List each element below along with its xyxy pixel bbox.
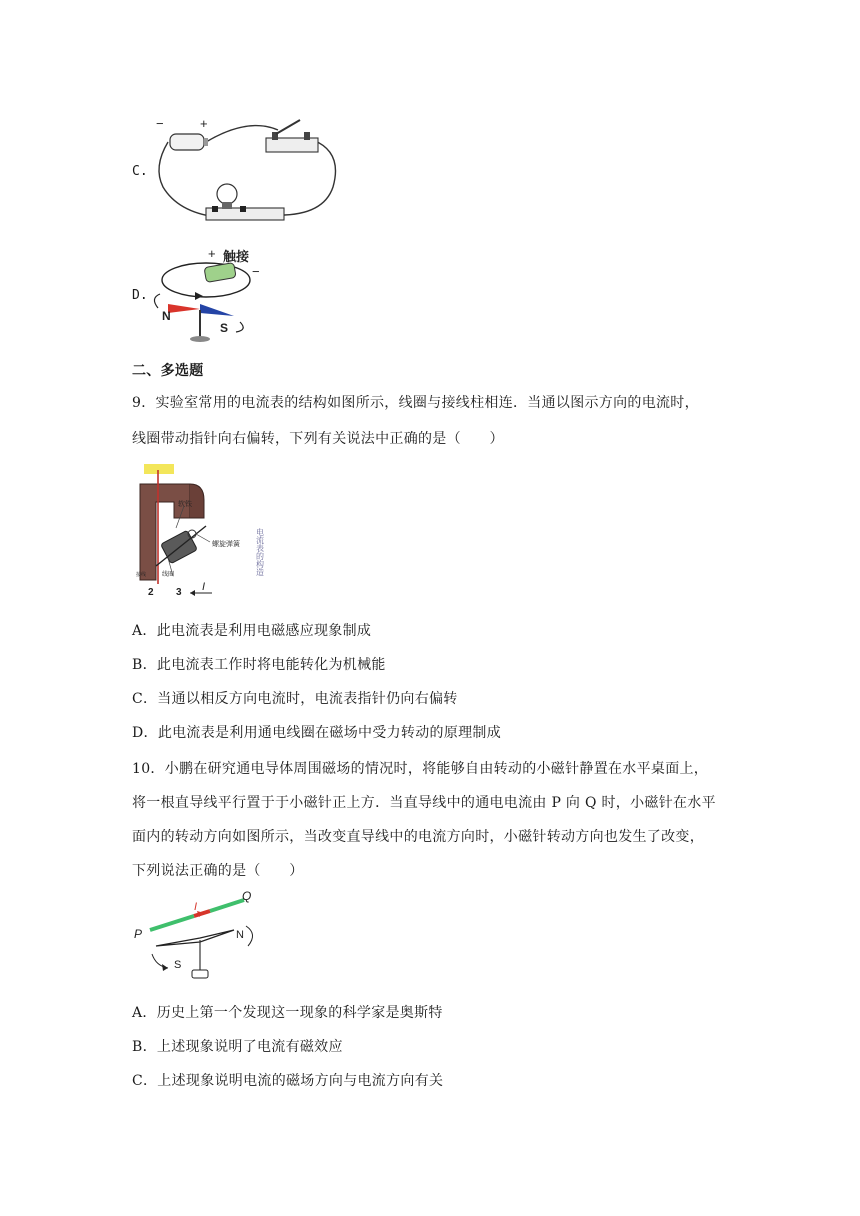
south-label-d: S <box>220 321 229 335</box>
touch-label: 触接 <box>223 249 250 264</box>
q10-text-line2: 将一根直导线平行置于于小磁针正上方．当直导线中的通电电流由 P 向 Q 时，小磁针在水平 <box>132 795 716 811</box>
section-heading: 二、多选题 <box>132 363 204 379</box>
wire-current-label: I <box>194 901 198 913</box>
q9-option-a: A．此电流表是利用电磁感应现象制成 <box>132 623 372 639</box>
label-coil: 线圈 <box>162 572 175 578</box>
battery-plus-d: + <box>208 246 216 261</box>
ammeter-caption: 电流表的构造 <box>255 528 265 576</box>
option-c-label: C. <box>132 164 148 179</box>
wire-end-p: P <box>134 927 143 941</box>
oersted-figure-d <box>148 242 273 347</box>
q10-text-line3: 面内的转动方向如图所示，当改变直导线中的电流方向时，小磁针转动方向也发生了改变， <box>132 829 704 845</box>
q10-text-line4: 下列说法正确的是（ ） <box>132 863 304 879</box>
needle-south: S <box>174 959 182 971</box>
q9-text-line1: 9．实验室常用的电流表的结构如图所示，线圈与接线柱相连．当通以图示方向的电流时， <box>132 395 699 411</box>
ammeter-structure-figure <box>128 462 288 602</box>
north-label-d: N <box>162 309 171 323</box>
battery-plus: + <box>200 116 208 131</box>
circuit-figure-c <box>148 112 343 232</box>
q9-option-c: C．当通以相反方向电流时，电流表指针仍向右偏转 <box>132 691 458 707</box>
svg-text:2: 2 <box>148 587 154 598</box>
q10-text-line1: 10．小鹏在研究通电导体周围磁场的情况时，将能够自由转动的小磁针静置在水平桌面上， <box>132 761 709 777</box>
label-terminal: 接线 <box>136 572 147 578</box>
q9-option-d: D．此电流表是利用通电线圈在磁场中受力转动的原理制成 <box>132 725 502 741</box>
label-soft-iron: 软铁 <box>178 501 192 508</box>
current-label-q9: I <box>202 581 206 593</box>
svg-text:3: 3 <box>176 587 182 598</box>
option-d-label: D. <box>132 288 148 303</box>
battery-minus: − <box>156 116 164 131</box>
battery-minus-d: − <box>252 264 260 279</box>
wire-compass-figure <box>134 888 274 984</box>
q9-option-b: B．此电流表工作时将电能转化为机械能 <box>132 657 386 673</box>
needle-north: N <box>236 929 244 941</box>
q10-option-b: B．上述现象说明了电流有磁效应 <box>132 1039 343 1055</box>
label-spring: 螺旋弹簧 <box>212 541 240 548</box>
wire-end-q: Q <box>242 889 252 903</box>
q10-option-c: C．上述现象说明电流的磁场方向与电流方向有关 <box>132 1073 444 1089</box>
q10-option-a: A．历史上第一个发现这一现象的科学家是奥斯特 <box>132 1005 443 1021</box>
q9-text-line2: 线圈带动指针向右偏转，下列有关说法中正确的是（ ） <box>132 431 504 447</box>
